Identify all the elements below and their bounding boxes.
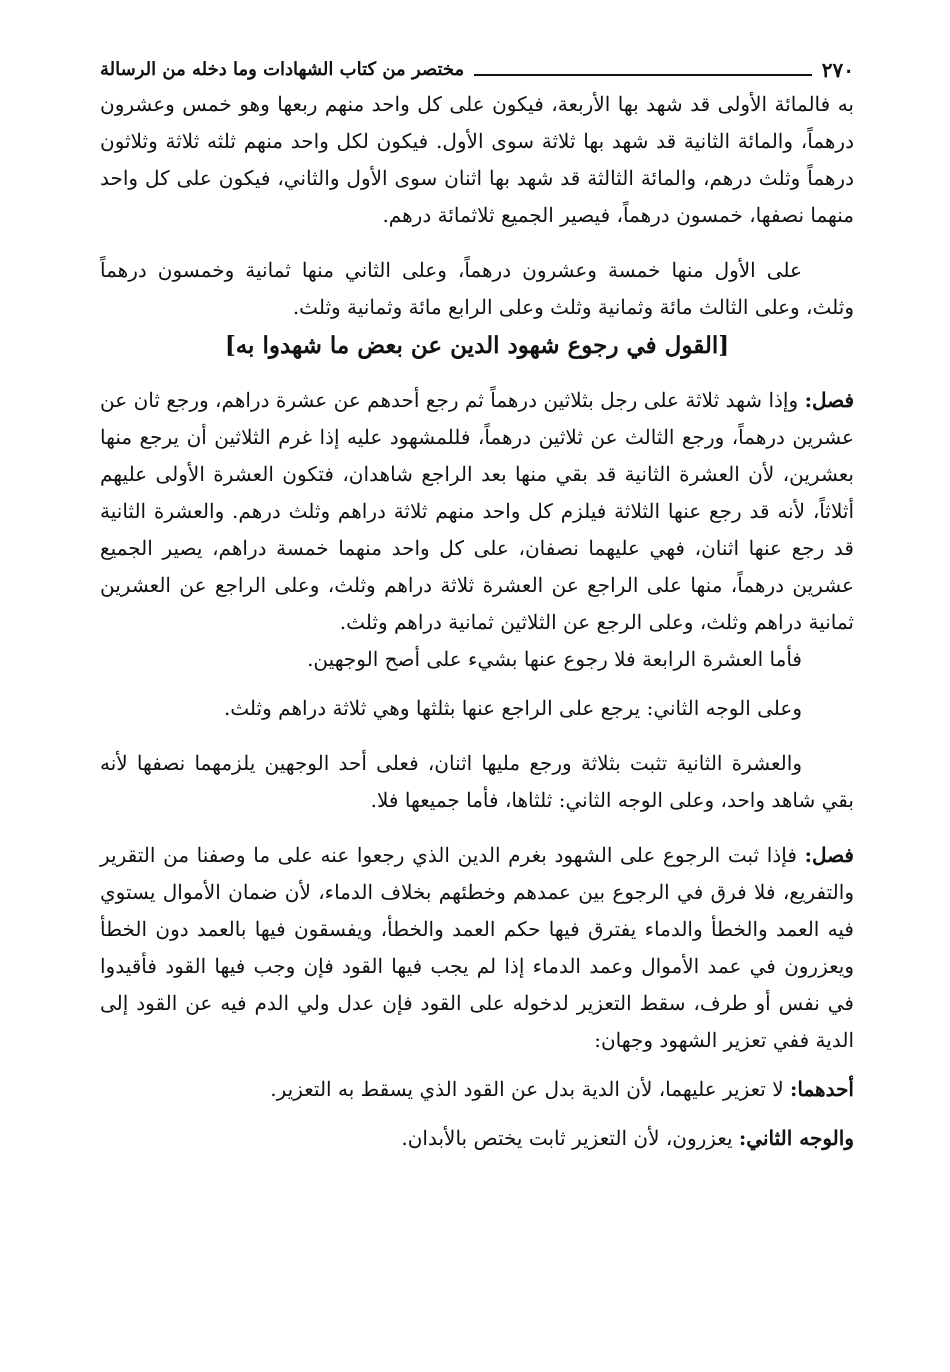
paragraph-9	[100, 1120, 854, 1157]
paragraph-2: على الأول منها خمسة وعشرون درهماً، وعلى الثاني منها ثمانية وخمسون درهماً وثلث، وعلى الثالث مائة وثمانية وثلث وعلى الرابع مائة وثمانية وثلث.	[100, 258, 854, 319]
paragraph-8	[100, 1071, 854, 1108]
paragraph-8-text: لا تعزير عليهما، لأن الدية بدل عن القود الذي يسقط به التعزير.	[270, 1077, 784, 1101]
fasl-label: فصل:	[804, 388, 855, 412]
paragraph-3	[100, 382, 854, 641]
paragraph-7	[100, 837, 854, 1059]
paragraph-3-text: وإذا شهد ثلاثة على رجل بثلاثين درهماً ثم رجع أحدهم عن عشرة دراهم، ورجع ثان عن عشرين درهماً، ورجع الثالث عن ثلاثين درهماً، فللمشهود عليه إذا غرم الثلاثين أن يرجع منها بعشرين، لأن العشرة الثانية قد بقي منها بعد الراجع شاهدان، فتكون العشرة الأولى عليهم أثلاثاً، لأنه قد رجع عنها الثلاثة فيلزم كل واحد منهم ثلاثة دراهم وثلث درهم. والعشرة الثانية قد رجع عنها اثنان، فهي عليهما نصفان، على كل واحد منهما خمسة دراهم، يصير الجميع عشرين درهماً، منها على الراجع عن العشرة ثلاثة دراهم وثلث، وعلى الراجع عن العشرين ثمانية دراهم وثلث، وعلى الرجع عن الثلاثين ثمانية دراهم وثلث.	[100, 388, 854, 634]
paragraph-1: به فالمائة الأولى قد شهد بها الأربعة، فيكون على كل واحد منهم ربعها وهو خمس وعشرون درهماً، والمائة الثانية قد شهد بها ثلاثة سوى الأول. فيكون لكل واحد منهم ثلثه ثلاثة وثلاثون درهماً وثلث درهم، والمائة الثالثة قد شهد بها اثنان سوى الأول والثاني، فيكون على كل واحد منهما نصفها، خمسون درهماً، فيصير الجميع ثلاثمائة درهم.	[100, 92, 854, 227]
paragraph-7-text: فإذا ثبت الرجوع على الشهود بغرم الدين الذي رجعوا عنه على ما وصفنا من التقرير والتفريع، فلا فرق في الرجوع بين عمدهم وخطئهم بخلاف الدماء، لأن ضمان الأموال يستوي فيه العمد والخطأ والدماء يفترق فيها حكم العمد والخطأ، ويفسقون فيها بالعمد دون الخطأ ويعزرون في عمد الأموال وعمد الدماء إذا لم يجب فيها القود فإن وجب فيها القود فأقيدوا في نفس أو طرف، سقط التعزير لدخوله على القود فإن عدل ولي الدم فيه عن القود إلى الدية ففي تعزير الشهود وجهان:	[100, 843, 855, 1052]
header-rule	[474, 74, 812, 76]
paragraph-6: والعشرة الثانية تثبت بثلاثة ورجع مليها اثنان، فعلى أحد الوجهين يلزمهما نصفها لأنه بقي شاهد واحد، وعلى الوجه الثاني: ثلثاها، فأما جميعها فلا.	[100, 751, 854, 812]
paragraph-5: وعلى الوجه الثاني: يرجع على الراجع عنها بثلثها وهي ثلاثة دراهم وثلث.	[223, 696, 802, 720]
page-number: ٢٧٠	[821, 58, 854, 82]
fasl-label: فصل:	[804, 843, 854, 867]
running-header	[100, 58, 854, 82]
paragraph-4: فأما العشرة الرابعة فلا رجوع عنها بشيء على أصح الوجهين.	[307, 647, 802, 671]
paragraph-9-text: يعزرون، لأن التعزير ثابت يختص بالأبدان.	[401, 1126, 733, 1150]
section-heading: [القول في رجوع شهود الدين عن بعض ما شهدوا به]	[224, 332, 730, 359]
running-title: مختصر من كتاب الشهادات وما دخله من الرسالة	[100, 59, 465, 80]
first-view-label: أحدهما:	[789, 1077, 854, 1101]
second-view-label: والوجه الثاني:	[738, 1126, 854, 1150]
